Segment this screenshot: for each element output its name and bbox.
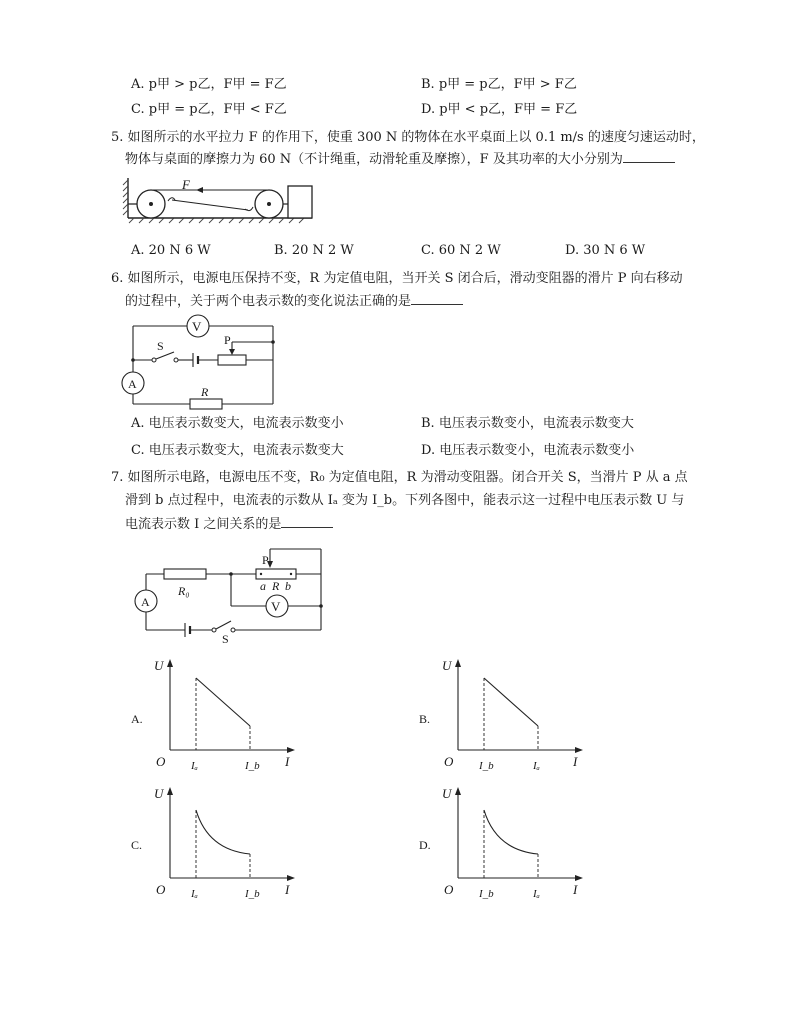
tick-label-2: I_b — [245, 760, 260, 772]
u-axis-label: U — [442, 786, 452, 801]
ammeter-label: A — [128, 377, 137, 391]
q5-option-a: A. 20 N 6 W — [131, 243, 211, 258]
voltmeter-label: V — [271, 599, 281, 614]
rheostat-label: R — [272, 579, 280, 593]
i-axis-label: I — [573, 882, 578, 897]
answer-blank — [623, 150, 675, 163]
u-axis-label: U — [154, 786, 164, 801]
origin-label: O — [156, 754, 166, 769]
u-axis-label: U — [442, 658, 452, 673]
q6-option-b: B. 电压表示数变小，电流表示数变大 — [421, 416, 634, 431]
ammeter-label: A — [141, 595, 150, 609]
tick-label-1: Iₐ — [191, 888, 198, 900]
tick-label-1: I_b — [479, 888, 494, 900]
option-label: A. — [131, 712, 143, 726]
q7-graph-d — [418, 784, 618, 904]
option-label: B. — [419, 712, 431, 726]
q5-stem-line2: 物体与桌面的摩擦力为 60 N（不计绳重，动滑轮重及摩擦），F 及其功率的大小分别为 — [125, 150, 675, 169]
q7-graph-b — [418, 656, 618, 776]
tick-label-2: Iₐ — [533, 888, 540, 900]
r0-label: R₀ — [178, 584, 190, 598]
tick-label-1: Iₐ — [191, 760, 198, 772]
switch-label: S — [157, 339, 164, 353]
slider-label: P — [224, 333, 231, 347]
q5-pulley-figure — [0, 172, 794, 232]
resistor-label: R — [201, 385, 209, 399]
q7-graph-c — [130, 784, 330, 904]
switch-label: S — [222, 632, 229, 646]
point-a-label: a — [260, 579, 266, 593]
q5-option-c: C. 60 N 2 W — [421, 243, 501, 258]
voltmeter-label: V — [192, 319, 202, 334]
q7-stem-line2: 滑到 b 点过程中，电流表的示数从 Iₐ 变为 I_b。下列各图中，能表示这一过程中电压表示数 U 与 — [125, 493, 685, 508]
q7-stem-line1: 7. 如图所示电路，电源电压不变，R₀ 为定值电阻，R 为滑动变阻器。闭合开关 S，当滑片 P 从 a 点 — [111, 470, 688, 485]
point-b-label: b — [285, 579, 291, 593]
q6-circuit-figure — [0, 312, 794, 412]
u-axis-label: U — [154, 658, 164, 673]
q6-stem-line1: 6. 如图所示，电源电压保持不变，R 为定值电阻，当开关 S 闭合后，滑动变阻器的滑片 P 向右移动 — [111, 271, 683, 286]
origin-label: O — [444, 754, 454, 769]
q5-stem-line1: 5. 如图所示的水平拉力 F 的作用下，使重 300 N 的物体在水平桌面上以 0.1 m/s 的速度匀速运动时， — [111, 130, 705, 145]
q7-circuit-figure — [0, 540, 794, 650]
option-label: C. — [131, 838, 143, 852]
q6-option-a: A. 电压表示数变大，电流表示数变小 — [131, 416, 344, 431]
q5-option-d: D. 30 N 6 W — [565, 243, 646, 258]
q4-option-d: D. p甲 < p乙，F甲 = F乙 — [421, 102, 578, 117]
q6-stem-line2: 的过程中，关于两个电表示数的变化说法正确的是 — [125, 292, 463, 311]
q4-option-a: A. p甲 > p乙，F甲 = F乙 — [131, 77, 287, 92]
q6-option-d: D. 电压表示数变小，电流表示数变小 — [421, 443, 635, 458]
i-axis-label: I — [285, 754, 290, 769]
origin-label: O — [444, 882, 454, 897]
i-axis-label: I — [573, 754, 578, 769]
answer-blank — [281, 515, 333, 528]
answer-blank — [411, 292, 463, 305]
force-label: F — [182, 177, 190, 192]
tick-label-2: I_b — [245, 888, 260, 900]
q6-option-c: C. 电压表示数变大，电流表示数变大 — [131, 443, 344, 458]
slider-label: P — [262, 553, 269, 567]
q4-option-b: B. p甲 = p乙，F甲 > F乙 — [421, 77, 577, 92]
q4-option-c: C. p甲 = p乙，F甲 < F乙 — [131, 102, 287, 117]
q7-graph-a — [130, 656, 330, 776]
origin-label: O — [156, 882, 166, 897]
q5-option-b: B. 20 N 2 W — [274, 243, 354, 258]
tick-label-2: Iₐ — [533, 760, 540, 772]
q7-stem-line3: 电流表示数 I 之间关系的是 — [125, 515, 333, 534]
tick-label-1: I_b — [479, 760, 494, 772]
option-label: D. — [419, 838, 431, 852]
i-axis-label: I — [285, 882, 290, 897]
